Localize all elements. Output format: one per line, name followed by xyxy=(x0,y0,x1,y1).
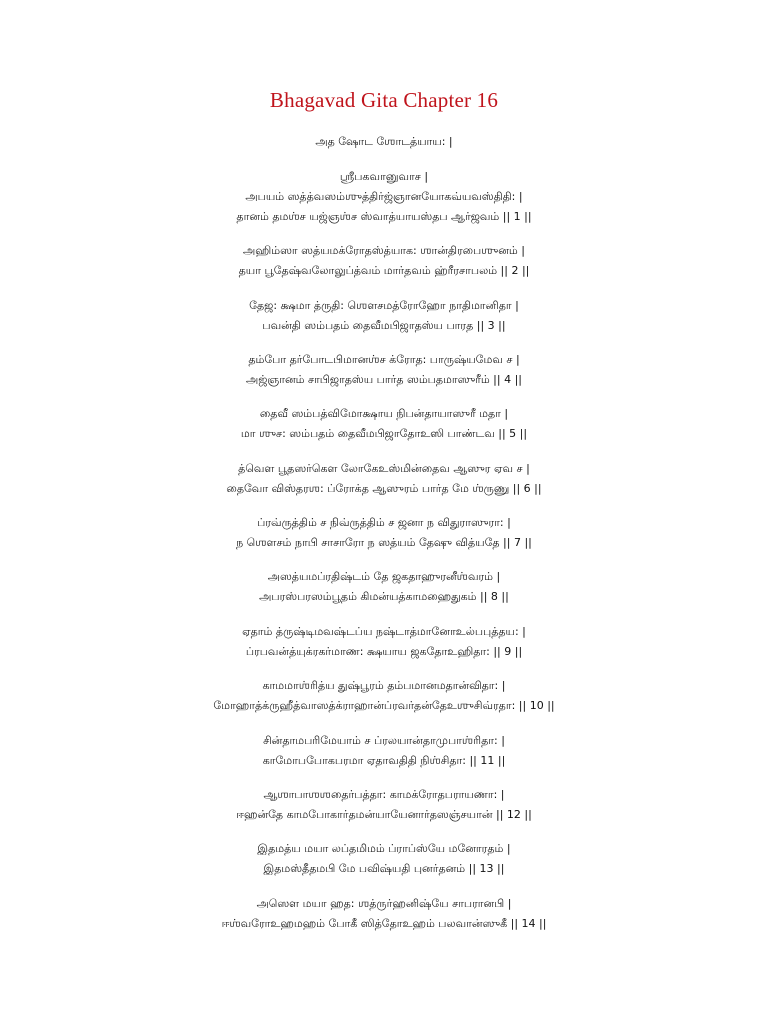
verse-line: ப்ரவ்ருத்திம் ச நிவ்ருத்திம் ச ஜனா ந விதுராஸுரா꞉ | xyxy=(257,516,511,529)
verse-line: ஈஹன்தே காமபோகார்தமன்யாயேனார்தஸஞ்சயான் || 12 || xyxy=(236,808,532,821)
verse-block xyxy=(0,404,768,444)
verse-line: சின்தாமபரிமேயாம் ச ப்ரலயான்தாமுபாஶ்ரிதா꞉ | xyxy=(263,734,505,747)
verse-line: பவன்தி ஸம்பதம் தைவீமபிஜாதஸ்ய பாரத || 3 || xyxy=(262,319,506,332)
verse-line: அபயம் ஸத்த்வஸம்ஶுத்திர்ஜ்ஞானயோகவ்யவஸ்திதி꞉ | xyxy=(245,190,523,203)
verse-line: அஹிம்ஸா ஸத்யமக்ரோதஸ்த்யாக꞉ ஶான்திரபைஶுனம் | xyxy=(243,244,525,257)
verse-line: அபரஸ்பரஸம்பூதம் கிமன்யத்காமஹைதுகம் || 8 || xyxy=(259,590,509,603)
verse-line: இதமத்ய மயா லப்தமிமம் ப்ராப்ஸ்யே மனோரதம் | xyxy=(257,842,511,855)
verse-line: ஶ்ரீபகவானுவாச | xyxy=(339,170,429,183)
verse-line: தைவோ விஸ்தரஶ꞉ ப்ரோக்த ஆஸுரம் பார்த மே ஶ்ருணு || 6 || xyxy=(226,482,542,495)
verse-line: ஆஶாபாஶஶதைர்பத்தா꞉ காமக்ரோதபராயணா꞉ | xyxy=(263,788,505,801)
verse-block xyxy=(0,350,768,390)
verse-block xyxy=(0,894,768,934)
verse-block xyxy=(0,167,768,227)
verse-line: காமமாஶ்ரித்ய துஷ்பூரம் தம்பமானமதான்விதா꞉ | xyxy=(262,679,506,692)
verse-line: ஏதாம் த்ருஷ்டிமவஷ்டப்ய நஷ்டாத்மானோஉல்பபுத்தய꞉ | xyxy=(242,625,526,638)
verse-block xyxy=(0,241,768,281)
verse-line: இதமஸ்தீதமபி மே பவிஷ்யதி புனர்தனம் || 13 || xyxy=(263,862,505,875)
verse-line: மா ஶுச꞉ ஸம்பதம் தைவீமபிஜாதோஉஸி பாண்டவ || 5 || xyxy=(240,427,528,440)
verse-block xyxy=(0,785,768,825)
verse-line: தைவீ ஸம்பத்விமோக்ஷாய நிபன்தாயாஸுரீ மதா | xyxy=(259,407,509,420)
verse-block xyxy=(0,296,768,336)
verse-block xyxy=(0,676,768,716)
document-title: Bhagavad Gita Chapter 16 xyxy=(269,88,499,112)
verse-line: தம்போ தர்போடபிமானஶ்ச க்ரோத꞉ பாருஷ்யமேவ ச | xyxy=(248,353,520,366)
verse-block xyxy=(0,839,768,879)
verse-line: அஸௌ மயா ஹத꞉ ஶத்ருர்ஹனிஷ்யே சாபரானபி | xyxy=(256,897,512,910)
verse-line: ப்ரபவன்த்யுக்ரகர்மாண꞉ க்ஷயாய ஜகதோஉஹிதா꞉ || 9 || xyxy=(245,645,523,658)
verse-line: மோஹாத்க்ருஹீத்வாஸத்க்ராஹான்ப்ரவர்தன்தேஉஶுசிவ்ரதா꞉ || 10 || xyxy=(213,699,555,712)
chapter-heading: அத ஷோட ஶோடத்யாய꞉ | xyxy=(315,135,453,148)
verse-line: தானம் தமஶ்ச யஜ்ஞஶ்ச ஸ்வாத்யாயஸ்தப ஆர்ஜவம் || 1 || xyxy=(236,210,532,223)
verse-block xyxy=(0,513,768,553)
verse-line: அஸத்யமப்ரதிஷ்டம் தே ஜகதாஹுரனீஶ்வரம் | xyxy=(267,570,501,583)
verse-line: த்வௌ பூதஸர்கௌ லோகேஉஸ்மின்தைவ ஆஸுர ஏவ ச | xyxy=(238,462,530,475)
verse-block xyxy=(0,731,768,771)
verse-line: தேஜ꞉ க்ஷமா த்ருதி꞉ ஶௌசமத்ரோஹோ நாதிமானிதா | xyxy=(249,299,519,312)
verse-line: ஈஶ்வரோஉஹமஹம் போகீ ஸித்தோஉஹம் பலவான்ஸுகீ || 14 || xyxy=(221,917,547,930)
verse-line: காமோபபோகபரமா ஏதாவதிதி நிஶ்சிதா꞉ || 11 || xyxy=(262,754,506,767)
verse-block xyxy=(0,622,768,662)
verse-block xyxy=(0,567,768,607)
verse-line: தயா பூதேஷ்வலோலுப்த்வம் மார்தவம் ஹ்ரீரசாபலம் || 2 || xyxy=(238,264,530,277)
verse-line: அஜ்ஞானம் சாபிஜாதஸ்ய பார்த ஸம்பதமாஸுரீம் || 4 || xyxy=(245,373,522,386)
verse-line: ந ஶௌசம் நாபி சாசாரோ ந ஸத்யம் தேஷு வித்யதே || 7 || xyxy=(236,536,532,549)
verse-block xyxy=(0,459,768,499)
